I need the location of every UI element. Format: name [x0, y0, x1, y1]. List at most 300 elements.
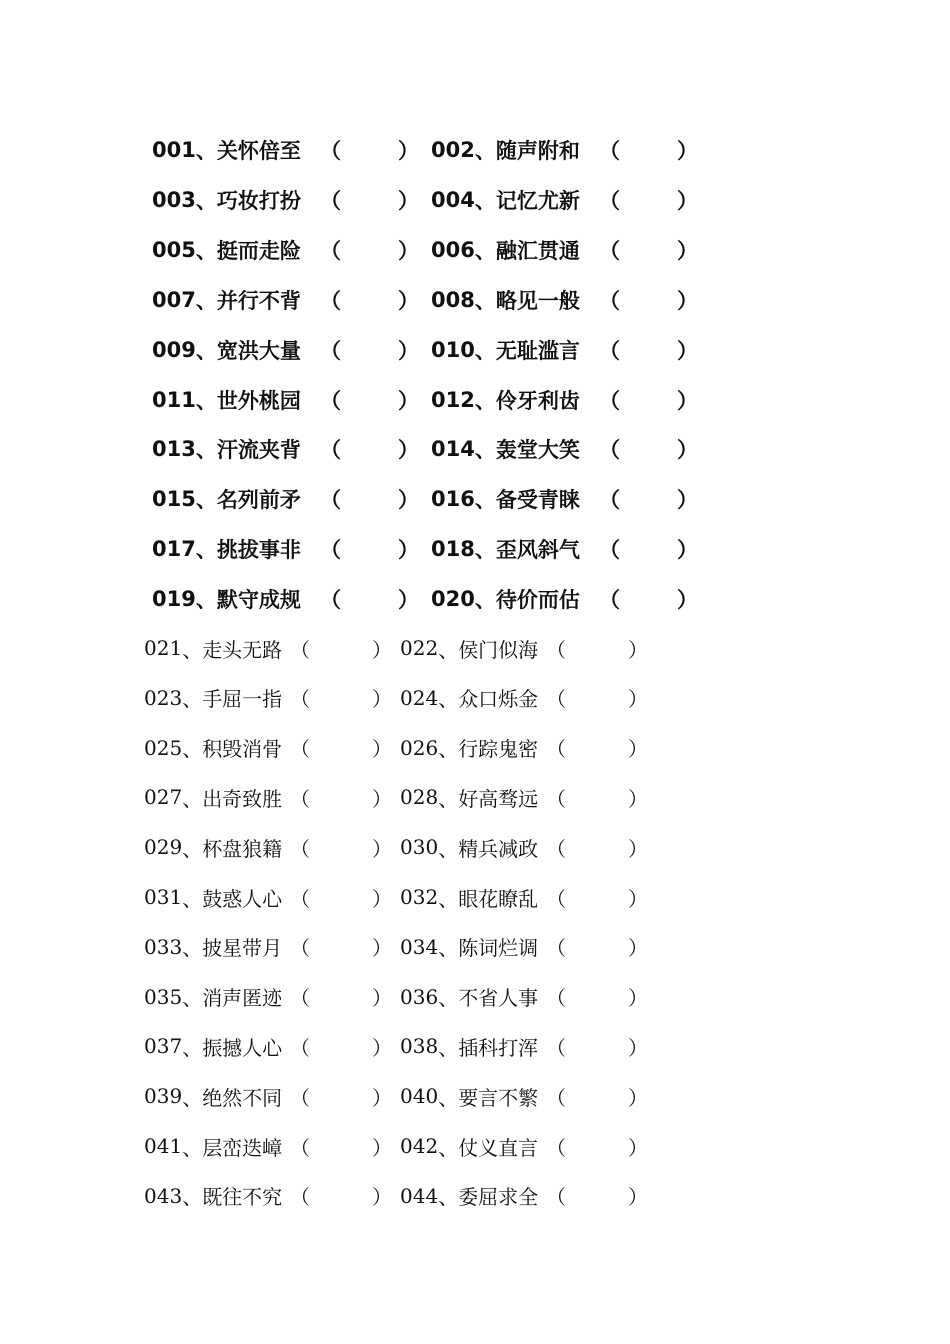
item-number: 036 — [400, 984, 439, 1009]
idiom-row — [0, 1076, 950, 1116]
answer-close-paren: ） — [398, 288, 419, 313]
item-separator: 、 — [474, 438, 496, 463]
answer-close-paren: ） — [677, 338, 698, 363]
answer-close-paren: ） — [628, 1085, 648, 1110]
answer-open-paren: （ — [546, 737, 566, 762]
idiom-row — [0, 130, 950, 170]
item-separator: 、 — [474, 488, 496, 513]
idiom-text: 备受青睐 — [495, 488, 580, 513]
idiom-row — [0, 827, 950, 867]
item-separator: 、 — [438, 1035, 459, 1060]
item-separator: 、 — [474, 538, 496, 563]
idiom-text: 眼花瞭乱 — [458, 886, 539, 911]
item-separator: 、 — [438, 737, 459, 762]
answer-close-paren: ） — [398, 139, 419, 163]
idiom-row — [0, 180, 950, 220]
answer-blank[interactable] — [310, 684, 370, 712]
item-separator: 、 — [195, 538, 217, 563]
item-number: 028 — [400, 785, 439, 810]
answer-blank[interactable] — [340, 136, 396, 164]
idiom-item — [431, 380, 711, 420]
answer-open-paren: （ — [320, 588, 341, 613]
answer-close-paren: ） — [372, 936, 392, 961]
answer-blank[interactable] — [619, 485, 675, 513]
idiom-item — [152, 230, 432, 270]
idiom-text: 融汇贯通 — [495, 238, 580, 263]
idiom-item — [431, 579, 711, 619]
idiom-text: 关怀倍至 — [216, 139, 301, 163]
idiom-text: 汗流夹背 — [216, 438, 301, 463]
item-separator: 、 — [438, 936, 459, 961]
item-separator: 、 — [195, 338, 217, 363]
answer-open-paren: （ — [290, 886, 310, 911]
idiom-item — [400, 1026, 658, 1066]
answer-blank[interactable] — [566, 883, 626, 911]
item-separator: 、 — [438, 1135, 459, 1160]
answer-open-paren: （ — [320, 538, 341, 563]
idiom-text: 行踪鬼密 — [458, 737, 539, 762]
answer-open-paren: （ — [290, 1035, 310, 1060]
idiom-item — [400, 827, 658, 867]
idiom-item — [144, 628, 402, 668]
answer-close-paren: ） — [628, 936, 648, 961]
item-number: 019 — [152, 587, 196, 612]
answer-blank[interactable] — [566, 1032, 626, 1060]
answer-blank[interactable] — [340, 585, 396, 613]
idiom-text: 杯盘狼籍 — [202, 836, 283, 861]
item-separator: 、 — [182, 986, 203, 1011]
answer-close-paren: ） — [398, 388, 419, 413]
answer-open-paren: （ — [546, 1185, 566, 1210]
idiom-item — [431, 529, 711, 569]
item-number: 009 — [152, 337, 196, 362]
item-number: 034 — [400, 934, 439, 959]
item-number: 015 — [152, 487, 196, 512]
answer-blank[interactable] — [340, 186, 396, 214]
answer-open-paren: （ — [320, 139, 341, 163]
answer-close-paren: ） — [628, 986, 648, 1011]
answer-open-paren: （ — [290, 986, 310, 1011]
answer-close-paren: ） — [372, 1085, 392, 1110]
item-number: 004 — [431, 187, 475, 212]
answer-blank[interactable] — [310, 983, 370, 1011]
idiom-text: 默守成规 — [216, 588, 301, 613]
item-number: 038 — [400, 1034, 439, 1059]
answer-close-paren: ） — [677, 188, 698, 213]
idiom-item — [431, 429, 711, 469]
item-separator: 、 — [195, 588, 217, 613]
item-separator: 、 — [195, 188, 217, 213]
answer-blank[interactable] — [566, 783, 626, 811]
answer-blank[interactable] — [566, 684, 626, 712]
answer-blank[interactable] — [566, 1082, 626, 1110]
item-separator: 、 — [438, 986, 459, 1011]
answer-open-paren: （ — [290, 737, 310, 762]
idiom-text: 随声附和 — [495, 139, 580, 163]
item-separator: 、 — [182, 1135, 203, 1160]
answer-open-paren: （ — [320, 188, 341, 213]
answer-open-paren: （ — [290, 1185, 310, 1210]
idiom-text: 不省人事 — [458, 986, 539, 1011]
idiom-item — [400, 678, 658, 718]
answer-open-paren: （ — [599, 588, 620, 613]
item-number: 017 — [152, 537, 196, 562]
item-number: 032 — [400, 885, 439, 909]
idiom-item — [431, 230, 711, 270]
answer-close-paren: ） — [677, 139, 698, 163]
idiom-text: 绝然不同 — [202, 1085, 283, 1110]
answer-open-paren: （ — [599, 438, 620, 463]
answer-blank[interactable] — [340, 535, 396, 563]
item-separator: 、 — [195, 488, 217, 513]
answer-close-paren: ） — [372, 1135, 392, 1160]
item-number: 039 — [144, 1084, 183, 1109]
answer-close-paren: ） — [398, 438, 419, 463]
answer-open-paren: （ — [290, 936, 310, 961]
idiom-item — [144, 1026, 402, 1066]
answer-open-paren: （ — [546, 687, 566, 712]
item-number: 003 — [152, 187, 196, 212]
idiom-row — [0, 877, 950, 917]
idiom-item — [152, 280, 432, 320]
answer-open-paren: （ — [320, 488, 341, 513]
idiom-item — [400, 927, 658, 967]
answer-blank[interactable] — [619, 286, 675, 314]
item-separator: 、 — [182, 836, 203, 861]
answer-blank[interactable] — [566, 634, 626, 662]
answer-open-paren: （ — [546, 1035, 566, 1060]
idiom-item — [144, 1076, 402, 1116]
answer-open-paren: （ — [320, 238, 341, 263]
item-separator: 、 — [438, 1085, 459, 1110]
answer-open-paren: （ — [599, 188, 620, 213]
answer-close-paren: ） — [677, 388, 698, 413]
item-number: 007 — [152, 287, 196, 312]
answer-blank[interactable] — [619, 386, 675, 414]
answer-blank[interactable] — [340, 286, 396, 314]
answer-blank[interactable] — [619, 585, 675, 613]
idiom-text: 轰堂大笑 — [495, 438, 580, 463]
item-number: 013 — [152, 437, 196, 462]
idiom-row — [0, 230, 950, 270]
idiom-row — [0, 380, 950, 420]
answer-close-paren: ） — [628, 886, 648, 911]
item-separator: 、 — [474, 338, 496, 363]
answer-close-paren: ） — [372, 836, 392, 861]
idiom-row — [0, 728, 950, 768]
item-number: 014 — [431, 437, 475, 462]
idiom-item — [152, 429, 432, 469]
item-separator: 、 — [182, 737, 203, 762]
idiom-row — [0, 479, 950, 519]
answer-open-paren: （ — [599, 488, 620, 513]
idiom-text: 侯门似海 — [458, 637, 539, 662]
item-separator: 、 — [195, 139, 217, 163]
answer-open-paren: （ — [546, 1085, 566, 1110]
idiom-item — [152, 529, 432, 569]
item-number: 010 — [431, 337, 475, 362]
item-separator: 、 — [195, 288, 217, 313]
item-number: 005 — [152, 237, 196, 262]
idiom-item — [152, 130, 432, 170]
answer-open-paren: （ — [290, 786, 310, 811]
idiom-item — [152, 479, 432, 519]
item-separator: 、 — [195, 238, 217, 263]
item-number: 023 — [144, 685, 183, 710]
idiom-item — [144, 1176, 402, 1216]
item-number: 012 — [431, 387, 475, 412]
item-number: 025 — [144, 735, 183, 760]
answer-blank[interactable] — [619, 336, 675, 364]
answer-blank[interactable] — [619, 535, 675, 563]
idiom-row — [0, 1176, 950, 1216]
item-separator: 、 — [182, 1035, 203, 1060]
idiom-text: 无耻滥言 — [495, 338, 580, 363]
answer-close-paren: ） — [628, 637, 648, 662]
item-separator: 、 — [438, 1185, 459, 1210]
answer-blank[interactable] — [310, 833, 370, 861]
answer-close-paren: ） — [372, 886, 392, 911]
item-separator: 、 — [182, 786, 203, 811]
idiom-text: 精兵减政 — [458, 836, 539, 861]
answer-blank[interactable] — [310, 883, 370, 911]
answer-close-paren: ） — [372, 687, 392, 712]
answer-blank[interactable] — [566, 983, 626, 1011]
item-number: 001 — [152, 138, 196, 162]
answer-open-paren: （ — [546, 1135, 566, 1160]
answer-close-paren: ） — [677, 538, 698, 563]
answer-close-paren: ） — [628, 836, 648, 861]
idiom-text: 歪风斜气 — [495, 538, 580, 563]
answer-close-paren: ） — [677, 588, 698, 613]
answer-blank[interactable] — [310, 1132, 370, 1160]
idiom-item — [400, 1076, 658, 1116]
idiom-text: 插科打浑 — [458, 1035, 539, 1060]
idiom-text: 巧妆打扮 — [216, 188, 301, 213]
answer-open-paren: （ — [599, 538, 620, 563]
answer-open-paren: （ — [290, 836, 310, 861]
item-number: 042 — [400, 1134, 439, 1158]
item-separator: 、 — [182, 936, 203, 961]
answer-close-paren: ） — [372, 1185, 392, 1210]
idiom-item — [400, 977, 658, 1017]
answer-close-paren: ） — [372, 1035, 392, 1060]
answer-blank[interactable] — [310, 933, 370, 961]
idiom-row — [0, 628, 950, 668]
idiom-item — [144, 827, 402, 867]
item-separator: 、 — [474, 139, 496, 163]
answer-blank[interactable] — [340, 485, 396, 513]
answer-close-paren: ） — [372, 786, 392, 811]
idiom-item — [400, 1176, 658, 1216]
item-number: 024 — [400, 685, 439, 710]
answer-close-paren: ） — [677, 288, 698, 313]
answer-blank[interactable] — [340, 386, 396, 414]
answer-close-paren: ） — [628, 1135, 648, 1160]
idiom-text: 名列前矛 — [216, 488, 301, 513]
idiom-row — [0, 927, 950, 967]
idiom-text: 消声匿迹 — [202, 986, 283, 1011]
item-separator: 、 — [195, 388, 217, 413]
item-number: 021 — [144, 636, 183, 660]
answer-close-paren: ） — [398, 188, 419, 213]
item-separator: 、 — [438, 786, 459, 811]
idiom-item — [152, 380, 432, 420]
item-number: 040 — [400, 1084, 439, 1109]
answer-close-paren: ） — [398, 588, 419, 613]
item-separator: 、 — [182, 1185, 203, 1210]
answer-blank[interactable] — [340, 435, 396, 463]
answer-blank[interactable] — [619, 435, 675, 463]
item-number: 031 — [144, 885, 183, 909]
idiom-text: 陈词烂调 — [458, 936, 539, 961]
idiom-item — [400, 777, 658, 817]
idiom-item — [400, 1126, 658, 1166]
answer-open-paren: （ — [599, 288, 620, 313]
answer-blank[interactable] — [566, 833, 626, 861]
answer-blank[interactable] — [566, 933, 626, 961]
answer-close-paren: ） — [628, 786, 648, 811]
idiom-item — [431, 330, 711, 370]
answer-blank[interactable] — [340, 236, 396, 264]
idiom-item — [400, 877, 658, 917]
answer-blank[interactable] — [310, 1032, 370, 1060]
answer-open-paren: （ — [546, 886, 566, 911]
answer-open-paren: （ — [290, 687, 310, 712]
answer-blank[interactable] — [340, 336, 396, 364]
idiom-text: 仗义直言 — [458, 1135, 539, 1160]
idiom-text: 世外桃园 — [216, 388, 301, 413]
idiom-row — [0, 330, 950, 370]
idiom-text: 并行不背 — [216, 288, 301, 313]
item-number: 029 — [144, 835, 183, 860]
answer-close-paren: ） — [398, 488, 419, 513]
item-number: 035 — [144, 984, 183, 1009]
item-separator: 、 — [474, 238, 496, 263]
idiom-text: 好高骛远 — [458, 786, 539, 811]
answer-close-paren: ） — [677, 488, 698, 513]
answer-blank[interactable] — [566, 734, 626, 762]
item-number: 006 — [431, 237, 475, 262]
idiom-item — [144, 777, 402, 817]
idiom-item — [144, 1126, 402, 1166]
answer-blank[interactable] — [566, 1132, 626, 1160]
idiom-item — [152, 180, 432, 220]
idiom-text: 伶牙利齿 — [495, 388, 580, 413]
item-separator: 、 — [474, 188, 496, 213]
idiom-item — [144, 678, 402, 718]
item-separator: 、 — [474, 288, 496, 313]
answer-open-paren: （ — [599, 338, 620, 363]
idiom-text: 略见一般 — [495, 288, 580, 313]
answer-open-paren: （ — [320, 388, 341, 413]
answer-open-paren: （ — [546, 936, 566, 961]
item-number: 026 — [400, 735, 439, 760]
answer-blank[interactable] — [619, 186, 675, 214]
item-number: 041 — [144, 1134, 183, 1158]
answer-open-paren: （ — [290, 1135, 310, 1160]
idiom-text: 挑拔事非 — [216, 538, 301, 563]
item-separator: 、 — [474, 588, 496, 613]
answer-open-paren: （ — [320, 438, 341, 463]
idiom-text: 委屈求全 — [458, 1185, 539, 1210]
answer-blank[interactable] — [619, 136, 675, 164]
item-separator: 、 — [438, 637, 459, 662]
idiom-text: 披星带月 — [202, 936, 283, 961]
answer-close-paren: ） — [398, 238, 419, 263]
item-separator: 、 — [438, 836, 459, 861]
item-separator: 、 — [182, 687, 203, 712]
idiom-text: 鼓惑人心 — [202, 886, 283, 911]
idiom-text: 积毁消骨 — [202, 737, 283, 762]
answer-blank[interactable] — [619, 236, 675, 264]
idiom-row — [0, 977, 950, 1017]
idiom-text: 出奇致胜 — [202, 786, 283, 811]
answer-blank[interactable] — [310, 783, 370, 811]
answer-close-paren: ） — [677, 238, 698, 263]
idiom-item — [144, 927, 402, 967]
idiom-item — [431, 280, 711, 320]
answer-open-paren: （ — [320, 338, 341, 363]
answer-open-paren: （ — [290, 1085, 310, 1110]
answer-close-paren: ） — [372, 737, 392, 762]
idiom-item — [431, 479, 711, 519]
item-separator: 、 — [182, 637, 203, 662]
answer-blank[interactable] — [310, 634, 370, 662]
idiom-item — [152, 330, 432, 370]
idiom-item — [400, 728, 658, 768]
item-number: 033 — [144, 934, 183, 959]
idiom-row — [0, 529, 950, 569]
answer-close-paren: ） — [628, 1185, 648, 1210]
item-number: 020 — [431, 587, 475, 612]
answer-blank[interactable] — [310, 734, 370, 762]
idiom-text: 众口烁金 — [458, 687, 539, 712]
item-separator: 、 — [182, 886, 203, 911]
answer-blank[interactable] — [310, 1182, 370, 1210]
idiom-text: 振撼人心 — [202, 1035, 283, 1060]
item-number: 044 — [400, 1183, 439, 1208]
item-separator: 、 — [438, 687, 459, 712]
item-number: 002 — [431, 138, 475, 162]
answer-open-paren: （ — [546, 637, 566, 662]
idiom-item — [144, 728, 402, 768]
item-separator: 、 — [474, 388, 496, 413]
answer-open-paren: （ — [599, 139, 620, 163]
answer-close-paren: ） — [677, 438, 698, 463]
idiom-row — [0, 579, 950, 619]
item-number: 022 — [400, 636, 439, 660]
idiom-row — [0, 1126, 950, 1166]
item-number: 008 — [431, 287, 475, 312]
item-separator: 、 — [195, 438, 217, 463]
idiom-row — [0, 280, 950, 320]
answer-close-paren: ） — [628, 1035, 648, 1060]
item-number: 018 — [431, 537, 475, 562]
idiom-row — [0, 429, 950, 469]
answer-open-paren: （ — [546, 986, 566, 1011]
idiom-row — [0, 678, 950, 718]
answer-blank[interactable] — [310, 1082, 370, 1110]
idiom-text: 手屈一指 — [202, 687, 283, 712]
item-number: 016 — [431, 487, 475, 512]
idiom-item — [152, 579, 432, 619]
answer-open-paren: （ — [546, 786, 566, 811]
idiom-item — [431, 180, 711, 220]
answer-blank[interactable] — [566, 1182, 626, 1210]
idiom-text: 既往不究 — [202, 1185, 283, 1210]
answer-close-paren: ） — [628, 737, 648, 762]
